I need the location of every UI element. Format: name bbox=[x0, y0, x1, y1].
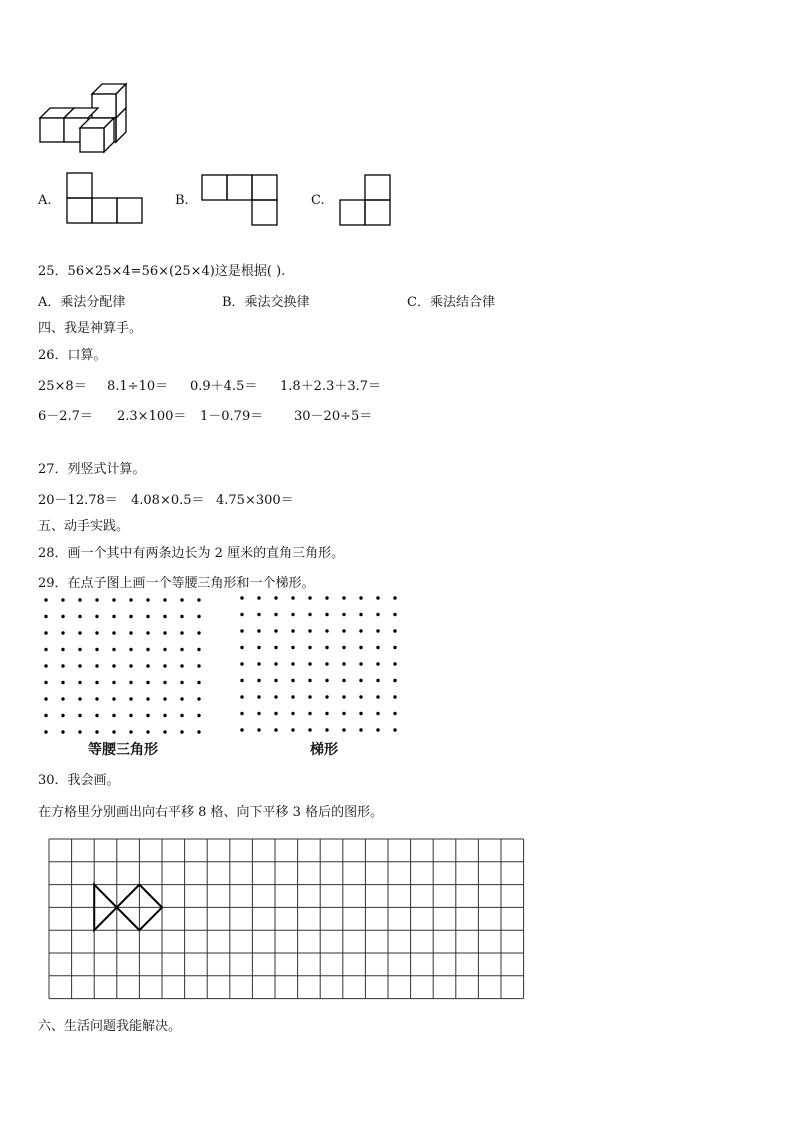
q26-item: 2.3×100＝ bbox=[117, 409, 187, 424]
grid-dot bbox=[257, 728, 260, 731]
grid-dot bbox=[308, 695, 311, 698]
grid-dot bbox=[291, 613, 294, 616]
grid-dot bbox=[308, 596, 311, 599]
grid-dot bbox=[95, 598, 98, 601]
option-c-figure bbox=[339, 174, 393, 228]
grid-dot bbox=[163, 664, 166, 667]
grid-dot bbox=[61, 697, 64, 700]
grid-dot bbox=[112, 714, 115, 717]
q26-item: 1－0.79＝ bbox=[200, 409, 264, 424]
grid-dot bbox=[257, 596, 260, 599]
grid-dot bbox=[129, 598, 132, 601]
grid-dot bbox=[291, 695, 294, 698]
grid-dot bbox=[257, 679, 260, 682]
q26-item: 25×8＝ bbox=[38, 379, 87, 394]
grid-dot bbox=[112, 664, 115, 667]
grid-dot bbox=[44, 664, 47, 667]
grid-dot bbox=[393, 679, 396, 682]
grid-dot bbox=[325, 695, 328, 698]
grid-dot bbox=[146, 681, 149, 684]
option-a-label: A. bbox=[38, 193, 52, 208]
grid-dot bbox=[95, 615, 98, 618]
grid-dot bbox=[78, 697, 81, 700]
grid-dot bbox=[240, 728, 243, 731]
grid-dot bbox=[257, 646, 260, 649]
grid-dot bbox=[44, 730, 47, 733]
grid-dot bbox=[129, 664, 132, 667]
grid-dot bbox=[274, 613, 277, 616]
grid-dot bbox=[393, 695, 396, 698]
grid-dot bbox=[257, 695, 260, 698]
grid-dot bbox=[257, 662, 260, 665]
grid-dot bbox=[146, 664, 149, 667]
dot-grid-left bbox=[40, 594, 210, 734]
grid-dot bbox=[95, 664, 98, 667]
grid-dot bbox=[95, 697, 98, 700]
grid-dot bbox=[359, 646, 362, 649]
grid-dot bbox=[393, 613, 396, 616]
grid-dot bbox=[274, 728, 277, 731]
grid-dot bbox=[376, 646, 379, 649]
grid-dot bbox=[61, 714, 64, 717]
grid-dot bbox=[291, 629, 294, 632]
grid-dot bbox=[197, 615, 200, 618]
q26-item: 8.1÷10＝ bbox=[107, 379, 169, 394]
grid-dot bbox=[342, 695, 345, 698]
grid-dot bbox=[180, 648, 183, 651]
q25-option-a: A．乘法分配律 bbox=[38, 295, 126, 310]
grid-dot bbox=[44, 598, 47, 601]
dot-grid-left-label: 等腰三角形 bbox=[88, 742, 158, 758]
grid-dot bbox=[342, 596, 345, 599]
grid-dot bbox=[163, 697, 166, 700]
grid-dot bbox=[393, 728, 396, 731]
q25-option-b: B．乘法交换律 bbox=[222, 295, 310, 310]
q26-item: 30－20÷5＝ bbox=[294, 409, 373, 424]
grid-dot bbox=[376, 662, 379, 665]
grid-dot bbox=[197, 631, 200, 634]
grid-dot bbox=[240, 646, 243, 649]
grid-dot bbox=[359, 596, 362, 599]
grid-dot bbox=[376, 712, 379, 715]
grid-dot bbox=[78, 631, 81, 634]
grid-dot bbox=[274, 679, 277, 682]
grid-dot bbox=[78, 615, 81, 618]
grid-dot bbox=[44, 615, 47, 618]
q27-item: 4.75×300＝ bbox=[216, 493, 294, 508]
grid-dot bbox=[359, 695, 362, 698]
grid-dot bbox=[112, 648, 115, 651]
grid-dot bbox=[274, 646, 277, 649]
grid-dot bbox=[257, 613, 260, 616]
grid-dot bbox=[78, 648, 81, 651]
grid-dot bbox=[129, 681, 132, 684]
grid-dot bbox=[146, 697, 149, 700]
grid-dot bbox=[78, 714, 81, 717]
grid-dot bbox=[44, 648, 47, 651]
option-b-figure bbox=[201, 174, 279, 228]
grid-dot bbox=[274, 596, 277, 599]
grid-dot bbox=[274, 662, 277, 665]
grid-dot bbox=[257, 629, 260, 632]
grid-dot bbox=[342, 712, 345, 715]
section5-title: 五、动手实践。 bbox=[38, 519, 130, 534]
grid-dot bbox=[95, 730, 98, 733]
q25-question: 25．56×25×4=56×(25×4)这是根据( ). bbox=[38, 264, 286, 279]
grid-dot bbox=[325, 679, 328, 682]
grid-dot bbox=[180, 615, 183, 618]
q26-item: 0.9＋4.5＝ bbox=[190, 379, 258, 394]
grid-dot bbox=[180, 730, 183, 733]
grid-dot bbox=[112, 697, 115, 700]
grid-dot bbox=[95, 714, 98, 717]
grid-dot bbox=[197, 664, 200, 667]
grid-dot bbox=[291, 728, 294, 731]
grid-dot bbox=[112, 615, 115, 618]
grid-dot bbox=[129, 648, 132, 651]
grid-dot bbox=[197, 648, 200, 651]
square-grid bbox=[48, 838, 528, 1002]
grid-dot bbox=[197, 598, 200, 601]
grid-dot bbox=[359, 613, 362, 616]
grid-dot bbox=[325, 613, 328, 616]
grid-dot bbox=[61, 730, 64, 733]
grid-dot bbox=[95, 631, 98, 634]
grid-dot bbox=[78, 681, 81, 684]
grid-dot bbox=[359, 679, 362, 682]
dot-grid-right bbox=[236, 592, 406, 732]
grid-dot bbox=[308, 629, 311, 632]
grid-dot bbox=[61, 681, 64, 684]
grid-dot bbox=[95, 648, 98, 651]
grid-dot bbox=[376, 596, 379, 599]
grid-dot bbox=[393, 712, 396, 715]
q27-item: 4.08×0.5＝ bbox=[131, 493, 205, 508]
grid-dot bbox=[197, 681, 200, 684]
q26-title: 26．口算。 bbox=[38, 348, 107, 363]
grid-dot bbox=[112, 598, 115, 601]
grid-dot bbox=[129, 697, 132, 700]
grid-dot bbox=[342, 662, 345, 665]
grid-dot bbox=[180, 664, 183, 667]
grid-dot bbox=[240, 662, 243, 665]
grid-dot bbox=[325, 629, 328, 632]
grid-dot bbox=[78, 664, 81, 667]
grid-dot bbox=[197, 730, 200, 733]
grid-dot bbox=[95, 681, 98, 684]
grid-dot bbox=[359, 629, 362, 632]
grid-dot bbox=[342, 728, 345, 731]
grid-dot bbox=[163, 615, 166, 618]
grid-dot bbox=[274, 712, 277, 715]
grid-dot bbox=[325, 646, 328, 649]
grid-dot bbox=[78, 598, 81, 601]
grid-dot bbox=[325, 728, 328, 731]
grid-dot bbox=[257, 712, 260, 715]
grid-dot bbox=[291, 679, 294, 682]
grid-dot bbox=[342, 679, 345, 682]
grid-dot bbox=[61, 648, 64, 651]
grid-dot bbox=[163, 681, 166, 684]
grid-dot bbox=[308, 679, 311, 682]
q27-item: 20－12.78＝ bbox=[38, 493, 118, 508]
grid-dot bbox=[291, 662, 294, 665]
grid-dot bbox=[325, 662, 328, 665]
grid-dot bbox=[393, 646, 396, 649]
grid-dot bbox=[129, 730, 132, 733]
grid-dot bbox=[240, 712, 243, 715]
grid-dot bbox=[112, 681, 115, 684]
grid-dot bbox=[61, 664, 64, 667]
grid-dot bbox=[376, 728, 379, 731]
grid-dot bbox=[274, 695, 277, 698]
q26-item: 1.8＋2.3＋3.7＝ bbox=[280, 379, 382, 394]
grid-dot bbox=[180, 714, 183, 717]
grid-dot bbox=[163, 714, 166, 717]
grid-dot bbox=[342, 613, 345, 616]
grid-dot bbox=[44, 714, 47, 717]
grid-dot bbox=[146, 598, 149, 601]
grid-dot bbox=[180, 697, 183, 700]
grid-dot bbox=[240, 613, 243, 616]
grid-dot bbox=[240, 679, 243, 682]
grid-dot bbox=[359, 662, 362, 665]
grid-dot bbox=[78, 730, 81, 733]
grid-dot bbox=[308, 662, 311, 665]
q25-option-c: C．乘法结合律 bbox=[407, 295, 495, 310]
grid-dot bbox=[44, 631, 47, 634]
grid-dot bbox=[163, 648, 166, 651]
grid-dot bbox=[197, 714, 200, 717]
grid-dot bbox=[393, 662, 396, 665]
grid-dot bbox=[308, 712, 311, 715]
grid-dot bbox=[180, 598, 183, 601]
grid-dot bbox=[240, 695, 243, 698]
grid-dot bbox=[129, 631, 132, 634]
grid-dot bbox=[308, 728, 311, 731]
grid-dot bbox=[376, 613, 379, 616]
q27-title: 27．列竖式计算。 bbox=[38, 462, 146, 477]
grid-dot bbox=[376, 695, 379, 698]
grid-dot bbox=[274, 629, 277, 632]
grid-dot bbox=[163, 631, 166, 634]
grid-dot bbox=[308, 646, 311, 649]
grid-dot bbox=[163, 598, 166, 601]
grid-dot bbox=[146, 648, 149, 651]
grid-dot bbox=[308, 613, 311, 616]
grid-dot bbox=[61, 631, 64, 634]
grid-dot bbox=[61, 615, 64, 618]
grid-dot bbox=[146, 730, 149, 733]
q26-item: 6－2.7＝ bbox=[38, 409, 93, 424]
grid-dot bbox=[291, 712, 294, 715]
grid-dot bbox=[129, 714, 132, 717]
grid-dot bbox=[393, 629, 396, 632]
grid-dot bbox=[112, 730, 115, 733]
grid-dot bbox=[240, 596, 243, 599]
section4-title: 四、我是神算手。 bbox=[38, 321, 143, 336]
grid-dot bbox=[163, 730, 166, 733]
grid-dot bbox=[359, 712, 362, 715]
grid-dot bbox=[146, 714, 149, 717]
grid-dot bbox=[180, 631, 183, 634]
section6-title: 六、生活问题我能解决。 bbox=[38, 1019, 182, 1034]
grid-dot bbox=[291, 646, 294, 649]
option-a-figure bbox=[66, 172, 144, 224]
grid-dot bbox=[146, 631, 149, 634]
grid-dot bbox=[393, 596, 396, 599]
grid-dot bbox=[112, 631, 115, 634]
grid-dot bbox=[240, 629, 243, 632]
dot-grid-right-label: 梯形 bbox=[310, 742, 338, 758]
grid-dot bbox=[129, 615, 132, 618]
q29-title: 29．在点子图上画一个等腰三角形和一个梯形。 bbox=[38, 576, 315, 591]
grid-dot bbox=[325, 596, 328, 599]
grid-dot bbox=[44, 697, 47, 700]
grid-dot bbox=[376, 679, 379, 682]
option-c-label: C. bbox=[311, 193, 325, 208]
grid-dot bbox=[197, 697, 200, 700]
grid-dot bbox=[61, 598, 64, 601]
grid-dot bbox=[291, 596, 294, 599]
grid-dot bbox=[376, 629, 379, 632]
grid-dot bbox=[325, 712, 328, 715]
grid-dot bbox=[180, 681, 183, 684]
grid-dot bbox=[342, 629, 345, 632]
q28-text: 28．画一个其中有两条边长为 2 厘米的直角三角形。 bbox=[38, 546, 345, 561]
grid-dot bbox=[342, 646, 345, 649]
q30-instruction: 在方格里分别画出向右平移 8 格、向下平移 3 格后的图形。 bbox=[38, 805, 384, 820]
grid-dot bbox=[146, 615, 149, 618]
grid-dot bbox=[44, 681, 47, 684]
option-b-label: B. bbox=[175, 193, 189, 208]
cube-stack-figure bbox=[36, 80, 136, 160]
grid-dot bbox=[359, 728, 362, 731]
q30-title: 30．我会画。 bbox=[38, 773, 120, 788]
